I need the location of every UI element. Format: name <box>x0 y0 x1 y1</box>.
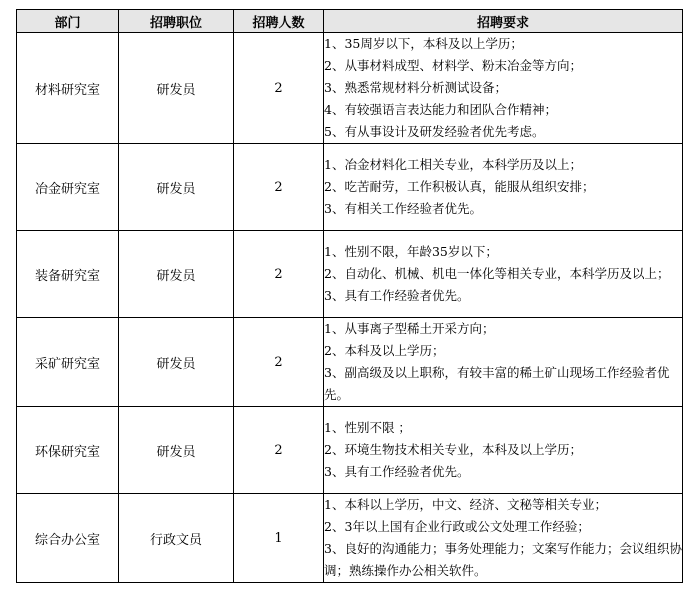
requirement-item: 2、吃苦耐劳，工作积极认真，能服从组织安排； <box>324 179 595 194</box>
requirement-item: 2、环境生物技术相关专业，本科及以上学历； <box>324 442 582 457</box>
position-cell: 研发员 <box>119 407 234 494</box>
department-cell: 综合办公室 <box>17 494 119 583</box>
requirement-item: 3、副高级及以上职称，有较丰富的稀土矿山现场工作经验者优先。 <box>324 365 670 402</box>
position-cell: 研发员 <box>119 318 234 407</box>
header-count: 招聘人数 <box>234 10 324 33</box>
count-cell: 2 <box>234 407 324 494</box>
requirement-item: 5、有从事设计及研发经验者优先考虑。 <box>324 124 545 139</box>
requirements-cell <box>324 231 683 318</box>
department-cell: 材料研究室 <box>17 33 119 144</box>
requirements-list <box>324 494 682 582</box>
department-cell: 装备研究室 <box>17 231 119 318</box>
department-cell: 环保研究室 <box>17 407 119 494</box>
count-cell: 2 <box>234 144 324 231</box>
header-row <box>17 10 683 33</box>
requirements-list <box>324 318 682 406</box>
requirements-cell <box>324 494 683 583</box>
requirement-item: 2、自动化、机械、机电一体化等相关专业，本科学历及以上； <box>324 266 670 281</box>
header-requirements: 招聘要求 <box>324 10 683 33</box>
requirement-item: 2、本科及以上学历； <box>324 343 445 358</box>
requirement-item: 1、35周岁以下，本科及以上学历； <box>324 36 523 51</box>
position-cell: 行政文员 <box>119 494 234 583</box>
position-cell: 研发员 <box>119 33 234 144</box>
requirements-cell <box>324 407 683 494</box>
department-cell: 冶金研究室 <box>17 144 119 231</box>
requirements-list <box>324 154 682 220</box>
header-department: 部门 <box>17 10 119 33</box>
count-cell: 1 <box>234 494 324 583</box>
table-row <box>17 407 683 494</box>
requirement-item: 4、有较强语言表达能力和团队合作精神； <box>324 102 557 117</box>
requirement-item: 3、有相关工作经验者优先。 <box>324 201 482 216</box>
department-cell: 采矿研究室 <box>17 318 119 407</box>
requirements-cell <box>324 33 683 144</box>
requirement-item: 1、本科以上学历，中文、经济、文秘等相关专业； <box>324 497 607 512</box>
requirements-cell <box>324 144 683 231</box>
count-cell: 2 <box>234 318 324 407</box>
requirement-item: 1、性别不限，年龄35岁以下； <box>324 244 498 259</box>
table-row <box>17 494 683 583</box>
table-row <box>17 144 683 231</box>
requirement-item: 3、熟悉常规材料分析测试设备； <box>324 80 507 95</box>
requirements-cell <box>324 318 683 407</box>
header-position: 招聘职位 <box>119 10 234 33</box>
requirement-item: 3、具有工作经验者优先。 <box>324 464 470 479</box>
recruitment-table <box>16 9 683 583</box>
requirement-item: 1、从事离子型稀土开采方向； <box>324 321 495 336</box>
requirement-item: 2、从事材料成型、材料学、粉末冶金等方向； <box>324 58 582 73</box>
requirements-list <box>324 241 682 307</box>
requirement-item: 1、冶金材料化工相关专业，本科学历及以上； <box>324 157 582 172</box>
requirements-list <box>324 33 682 143</box>
position-cell: 研发员 <box>119 231 234 318</box>
requirements-list <box>324 417 682 483</box>
requirement-item: 3、具有工作经验者优先。 <box>324 288 470 303</box>
table-row <box>17 33 683 144</box>
table-row <box>17 318 683 407</box>
requirement-item: 2、3年以上国有企业行政或公文处理工作经验； <box>324 519 590 534</box>
requirement-item: 1、性别不限 ； <box>324 420 411 435</box>
count-cell: 2 <box>234 33 324 144</box>
count-cell: 2 <box>234 231 324 318</box>
position-cell: 研发员 <box>119 144 234 231</box>
requirement-item: 3、良好的沟通能力；事务处理能力；文案写作能力；会议组织协调；熟练操作办公相关软件。 <box>324 541 682 578</box>
table-row <box>17 231 683 318</box>
